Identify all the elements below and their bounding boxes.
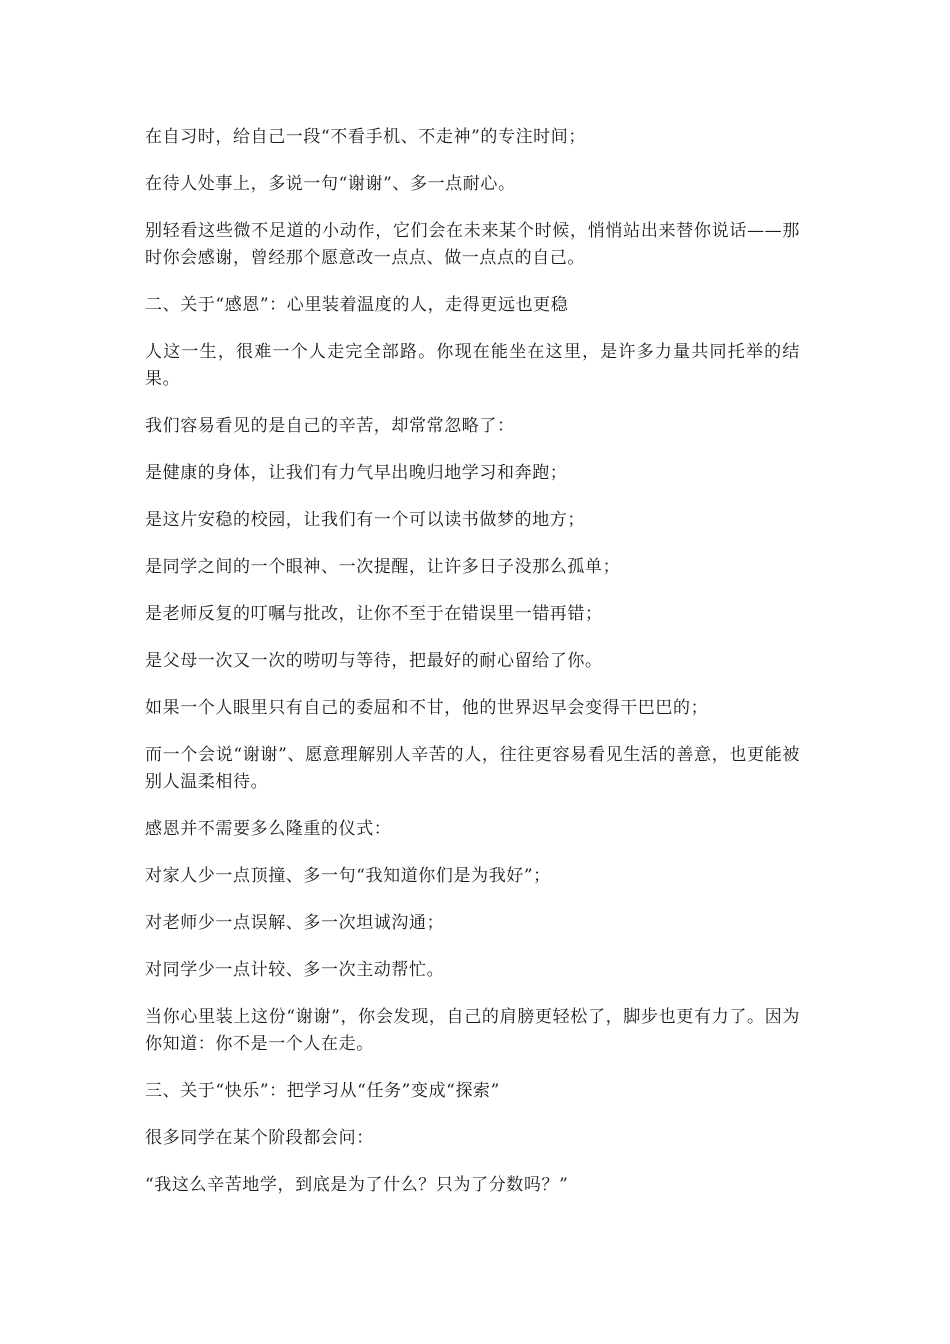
paragraph: 在待人处事上，多说一句“谢谢”、多一点耐心。 <box>145 174 516 194</box>
paragraph: 感恩并不需要多么隆重的仪式： <box>145 819 392 839</box>
paragraph: 当你心里装上这份“谢谢”，你会发现，自己的肩膀更轻松了，脚步也更有力了。因为你知道：你不是一个人在走。 <box>145 1007 800 1054</box>
paragraph: 别轻看这些微不足道的小动作，它们会在未来某个时候，悄悄站出来替你说话——那时你会感谢，曾经那个愿意改一点点、做一点点的自己。 <box>145 221 800 268</box>
paragraph: 是老师反复的叮嘱与批改，让你不至于在错误里一错再错； <box>145 604 603 624</box>
paragraph: 是父母一次又一次的唠叨与等待，把最好的耐心留给了你。 <box>145 651 603 671</box>
paragraph: 在自习时，给自己一段“不看手机、不走神”的专注时间； <box>145 127 586 147</box>
paragraph: 是同学之间的一个眼神、一次提醒，让许多日子没那么孤单； <box>145 557 621 577</box>
section-heading: 二、关于“感恩”：心里装着温度的人，走得更远也更稳 <box>145 295 569 315</box>
paragraph: 是这片安稳的校园，让我们有一个可以读书做梦的地方； <box>145 510 585 530</box>
paragraph: “我这么辛苦地学，到底是为了什么？只为了分数吗？” <box>145 1175 569 1195</box>
paragraph: 人这一生，很难一个人走完全部路。你现在能坐在这里，是许多力量共同托举的结果。 <box>145 342 800 389</box>
paragraph: 如果一个人眼里只有自己的委屈和不甘，他的世界迟早会变得干巴巴的； <box>145 698 709 718</box>
paragraph: 对同学少一点计较、多一次主动帮忙。 <box>145 960 445 980</box>
paragraph: 而一个会说“谢谢”、愿意理解别人辛苦的人，往往更容易看见生活的善意，也更能被别人温柔相待。 <box>145 745 800 792</box>
paragraph: 我们容易看见的是自己的辛苦，却常常忽略了： <box>145 416 515 436</box>
paragraph: 是健康的身体，让我们有力气早出晚归地学习和奔跑； <box>145 463 568 483</box>
paragraph: 对家人少一点顶撞、多一句“我知道你们是为我好”； <box>145 866 551 886</box>
paragraph: 对老师少一点误解、多一次坦诚沟通； <box>145 913 445 933</box>
paragraph: 很多同学在某个阶段都会问： <box>145 1128 374 1148</box>
section-heading: 三、关于“快乐”：把学习从“任务”变成“探索” <box>145 1081 500 1101</box>
document-body <box>145 124 800 1219</box>
